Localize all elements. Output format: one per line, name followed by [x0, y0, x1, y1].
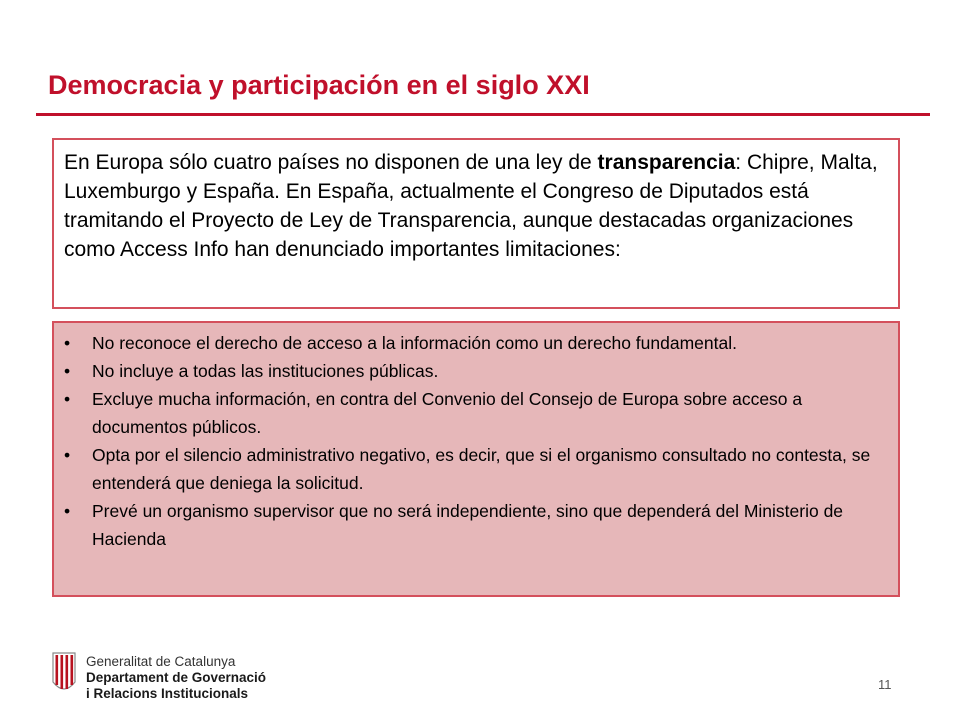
page-number: 11 — [878, 677, 892, 692]
list-item — [64, 385, 882, 441]
slide-title: Democracia y participación en el siglo XXI — [48, 70, 590, 100]
bullet-icon: • — [64, 501, 71, 521]
bullet-icon: • — [64, 445, 71, 465]
list-item — [64, 329, 882, 357]
generalitat-seal-icon — [52, 652, 76, 696]
bullet-icon: • — [64, 333, 71, 353]
department-name-line-2: i Relacions Institucionals — [86, 686, 249, 701]
list-item — [64, 357, 882, 385]
limitations-list — [64, 329, 882, 553]
bullet-icon: • — [64, 361, 71, 381]
list-item — [64, 441, 882, 497]
list-item-text: Prevé un organismo supervisor que no será independiente, sino que dependerá del Ministerio de Hacienda — [92, 501, 844, 549]
intro-text-box — [52, 138, 900, 309]
list-item-text: Excluye mucha información, en contra del Convenio del Consejo de Europa sobre acceso a documentos públicos. — [92, 389, 803, 437]
generalitat-logo — [52, 652, 302, 704]
department-name-line-1: Departament de Governació — [86, 670, 267, 685]
list-item-text: Opta por el silencio administrativo negativo, es decir, que si el organismo consultado no contesta, se entenderá que deniega la solicitud. — [92, 445, 871, 493]
limitations-box — [52, 321, 900, 597]
org-name: Generalitat de Catalunya — [86, 654, 236, 669]
intro-bold-keyword: transparencia — [597, 151, 736, 174]
intro-text-start: En Europa sólo cuatro países no disponen de una ley de — [64, 151, 598, 174]
list-item — [64, 497, 882, 553]
list-item-text: No reconoce el derecho de acceso a la información como un derecho fundamental. — [92, 333, 737, 353]
title-divider — [36, 113, 930, 116]
list-item-text: No incluye a todas las instituciones públicas. — [92, 361, 439, 381]
bullet-icon: • — [64, 389, 71, 409]
intro-text-end: : Chipre, Malta, Luxemburgo y España. En España, actualmente el Congreso de Diputados está tramitando el Proyecto de Ley de Transparencia, aunque destacadas organizaciones como Access Info han denunciado importantes limitaciones: — [64, 151, 878, 261]
